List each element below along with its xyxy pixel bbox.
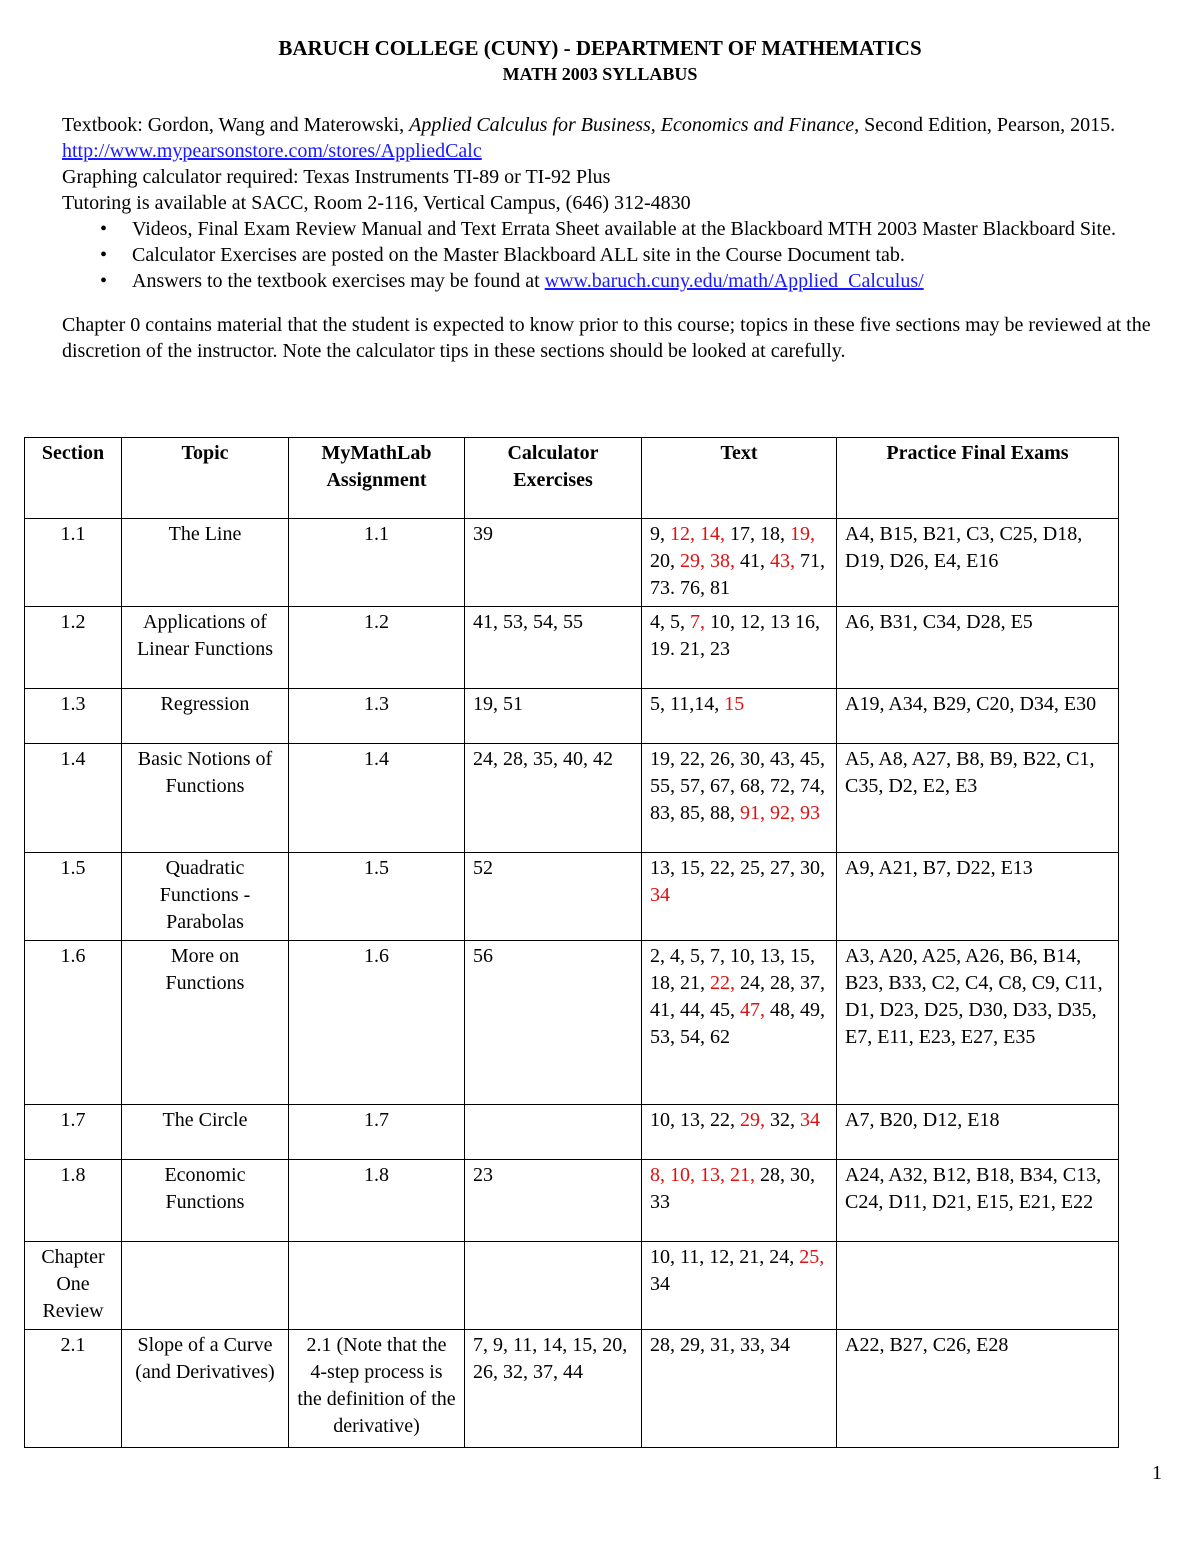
- highlighted-exercise: 29, 38,: [680, 550, 735, 572]
- list-item: [100, 242, 1172, 268]
- calculator-cell: 39: [465, 519, 642, 607]
- highlighted-exercise: 25,: [799, 1246, 825, 1268]
- intro-section: [62, 112, 1172, 364]
- exercise-numbers: 9,: [650, 523, 670, 545]
- column-header: Practice Final Exams: [837, 438, 1119, 519]
- text-exercises-cell: [642, 1330, 837, 1448]
- exercise-numbers: 5, 11,14,: [650, 693, 725, 715]
- exercise-numbers: 13, 15, 22, 25, 27, 30,: [650, 857, 825, 879]
- practice-exams-cell: A7, B20, D12, E18: [837, 1105, 1119, 1160]
- text-exercises-cell: [642, 1160, 837, 1242]
- bullet-text: Videos, Final Exam Review Manual and Text Errata Sheet available at the Blackboard MTH 2003 Master Blackboard Site.: [132, 218, 1116, 240]
- exercise-numbers: 19, 22, 26, 30, 43, 45, 55, 57, 67, 68, 72, 74, 83, 85, 88,: [650, 748, 825, 824]
- topic-cell: Slope of a Curve (and Derivatives): [122, 1330, 289, 1448]
- section-cell: 1.8: [25, 1160, 122, 1242]
- text-exercises-cell: [642, 744, 837, 853]
- calculator-cell: [465, 1242, 642, 1330]
- text-exercises-cell: [642, 1105, 837, 1160]
- practice-exams-cell: A24, A32, B12, B18, B34, C13, C24, D11, D21, E15, E21, E22: [837, 1160, 1119, 1242]
- calculator-cell: 19, 51: [465, 689, 642, 744]
- mymathlab-cell: [289, 1242, 465, 1330]
- textbook-suffix: , Second Edition, Pearson, 2015.: [854, 114, 1116, 136]
- table-row: [25, 1160, 1119, 1242]
- page-number: 1: [1152, 1462, 1162, 1484]
- practice-exams-cell: A6, B31, C34, D28, E5: [837, 607, 1119, 689]
- mymathlab-cell: 1.8: [289, 1160, 465, 1242]
- highlighted-exercise: 12, 14,: [670, 523, 725, 545]
- practice-exams-cell: A9, A21, B7, D22, E13: [837, 853, 1119, 941]
- exercise-numbers: 10, 12, 13 16, 19. 21, 23: [650, 611, 820, 660]
- column-header: Text: [642, 438, 837, 519]
- table-body: [25, 519, 1119, 1448]
- column-header: Section: [25, 438, 122, 519]
- calculator-cell: 23: [465, 1160, 642, 1242]
- highlighted-exercise: 91, 92, 93: [740, 802, 820, 824]
- exercise-numbers: 41,: [735, 550, 770, 572]
- table-row: [25, 607, 1119, 689]
- exercise-numbers: 28, 30, 33: [650, 1164, 815, 1213]
- exercise-numbers: 17, 18,: [725, 523, 790, 545]
- practice-exams-cell: [837, 1242, 1119, 1330]
- table-row: [25, 689, 1119, 744]
- table-row: [25, 853, 1119, 941]
- topic-cell: Quadratic Functions - Parabolas: [122, 853, 289, 941]
- text-exercises-cell: [642, 519, 837, 607]
- column-header: Topic: [122, 438, 289, 519]
- practice-exams-cell: A5, A8, A27, B8, B9, B22, C1, C35, D2, E2, E3: [837, 744, 1119, 853]
- exercise-numbers: 10, 11, 12, 21, 24,: [650, 1246, 800, 1268]
- table-row: [25, 744, 1119, 853]
- resource-list: [62, 216, 1172, 294]
- mymathlab-cell: 1.4: [289, 744, 465, 853]
- calculator-cell: 41, 53, 54, 55: [465, 607, 642, 689]
- table-header-row: [25, 438, 1119, 519]
- text-exercises-cell: [642, 941, 837, 1105]
- section-cell: 1.5: [25, 853, 122, 941]
- table-row: [25, 1330, 1119, 1448]
- highlighted-exercise: 47,: [740, 999, 765, 1021]
- table-row: [25, 1242, 1119, 1330]
- practice-exams-cell: A3, A20, A25, A26, B6, B14, B23, B33, C2, C4, C8, C9, C11, D1, D23, D25, D30, D33, D35, E7, E11, E23, E27, E35: [837, 941, 1119, 1105]
- mymathlab-cell: 1.5: [289, 853, 465, 941]
- column-header: Calculator Exercises: [465, 438, 642, 519]
- syllabus-table: [24, 437, 1119, 1448]
- highlighted-exercise: 34: [650, 884, 670, 906]
- bullet-text: Calculator Exercises are posted on the Master Blackboard ALL site in the Course Document tab.: [132, 244, 905, 266]
- topic-cell: More on Functions: [122, 941, 289, 1105]
- calculator-cell: 52: [465, 853, 642, 941]
- textbook-link[interactable]: http://www.mypearsonstore.com/stores/AppliedCalc: [62, 140, 482, 162]
- text-exercises-cell: [642, 689, 837, 744]
- list-item: [100, 268, 1172, 294]
- table-row: [25, 519, 1119, 607]
- tutoring-line: Tutoring is available at SACC, Room 2-116, Vertical Campus, (646) 312-4830: [62, 192, 691, 214]
- topic-cell: Basic Notions of Functions: [122, 744, 289, 853]
- bullet-icon: •: [100, 218, 108, 240]
- text-exercises-cell: [642, 1242, 837, 1330]
- topic-cell: [122, 1242, 289, 1330]
- textbook-line: [62, 112, 1172, 164]
- bullet-icon: •: [100, 244, 108, 266]
- highlighted-exercise: 34: [800, 1109, 820, 1131]
- highlighted-exercise: 19,: [790, 523, 815, 545]
- topic-cell: Applications of Linear Functions: [122, 607, 289, 689]
- section-cell: 1.2: [25, 607, 122, 689]
- highlighted-exercise: 15: [724, 693, 745, 715]
- topic-cell: The Circle: [122, 1105, 289, 1160]
- section-cell: 2.1: [25, 1330, 122, 1448]
- exercise-numbers: 34: [650, 1273, 670, 1295]
- answers-prefix: Answers to the textbook exercises may be found at: [132, 270, 545, 292]
- column-header: MyMathLab Assignment: [289, 438, 465, 519]
- textbook-title: Applied Calculus for Business, Economics and Finance: [409, 114, 855, 136]
- highlighted-exercise: 8, 10, 13, 21,: [650, 1164, 755, 1186]
- bullet-icon: •: [100, 270, 108, 292]
- mymathlab-cell: 2.1 (Note that the 4-step process is the definition of the derivative): [289, 1330, 465, 1448]
- exercise-numbers: 2, 4, 5, 7, 10, 13, 15, 18, 21,: [650, 945, 815, 994]
- table-row: [25, 1105, 1119, 1160]
- calculator-cell: [465, 1105, 642, 1160]
- page-subtitle: MATH 2003 SYLLABUS: [502, 64, 698, 84]
- calculator-cell: 7, 9, 11, 14, 15, 20, 26, 32, 37, 44: [465, 1330, 642, 1448]
- text-exercises-cell: [642, 853, 837, 941]
- practice-exams-cell: A22, B27, C26, E28: [837, 1330, 1119, 1448]
- mymathlab-cell: 1.2: [289, 607, 465, 689]
- chapter-note: Chapter 0 contains material that the student is expected to know prior to this course; topics in these five sections may be reviewed at the discretion of the instructor. Note the calculator tips in these sections should be looked at carefully.: [62, 314, 1151, 362]
- section-cell: 1.1: [25, 519, 122, 607]
- calculator-line: Graphing calculator required: Texas Instruments TI-89 or TI-92 Plus: [62, 166, 611, 188]
- exercise-numbers: 10, 13, 22,: [650, 1109, 740, 1131]
- section-cell: 1.6: [25, 941, 122, 1105]
- topic-cell: Regression: [122, 689, 289, 744]
- exercise-numbers: 20,: [650, 550, 680, 572]
- topic-cell: The Line: [122, 519, 289, 607]
- highlighted-exercise: 22,: [710, 972, 735, 994]
- highlighted-exercise: 7,: [690, 611, 705, 633]
- practice-exams-cell: A19, A34, B29, C20, D34, E30: [837, 689, 1119, 744]
- mymathlab-cell: 1.1: [289, 519, 465, 607]
- exercise-numbers: 28, 29, 31, 33, 34: [650, 1334, 790, 1356]
- highlighted-exercise: 29,: [740, 1109, 765, 1131]
- mymathlab-cell: 1.7: [289, 1105, 465, 1160]
- topic-cell: Economic Functions: [122, 1160, 289, 1242]
- exercise-numbers: 71, 73. 76, 81: [650, 550, 825, 599]
- page-title: BARUCH COLLEGE (CUNY) - DEPARTMENT OF MATHEMATICS: [278, 36, 922, 60]
- exercise-numbers: 48, 49, 53, 54, 62: [650, 999, 825, 1048]
- mymathlab-cell: 1.6: [289, 941, 465, 1105]
- section-cell: 1.4: [25, 744, 122, 853]
- text-exercises-cell: [642, 607, 837, 689]
- section-cell: 1.7: [25, 1105, 122, 1160]
- calculator-cell: 56: [465, 941, 642, 1105]
- exercise-numbers: 4, 5,: [650, 611, 690, 633]
- list-item: [100, 216, 1172, 242]
- mymathlab-cell: 1.3: [289, 689, 465, 744]
- practice-exams-cell: A4, B15, B21, C3, C25, D18, D19, D26, E4, E16: [837, 519, 1119, 607]
- section-cell: Chapter One Review: [25, 1242, 122, 1330]
- section-cell: 1.3: [25, 689, 122, 744]
- table-row: [25, 941, 1119, 1105]
- exercise-numbers: 32,: [765, 1109, 800, 1131]
- exercise-numbers: 24, 28, 37, 41, 44, 45,: [650, 972, 825, 1021]
- textbook-prefix: Textbook: Gordon, Wang and Materowski,: [62, 114, 410, 136]
- calculator-cell: 24, 28, 35, 40, 42: [465, 744, 642, 853]
- answers-link[interactable]: www.baruch.cuny.edu/math/Applied_Calculus/: [544, 270, 924, 292]
- highlighted-exercise: 43,: [770, 550, 795, 572]
